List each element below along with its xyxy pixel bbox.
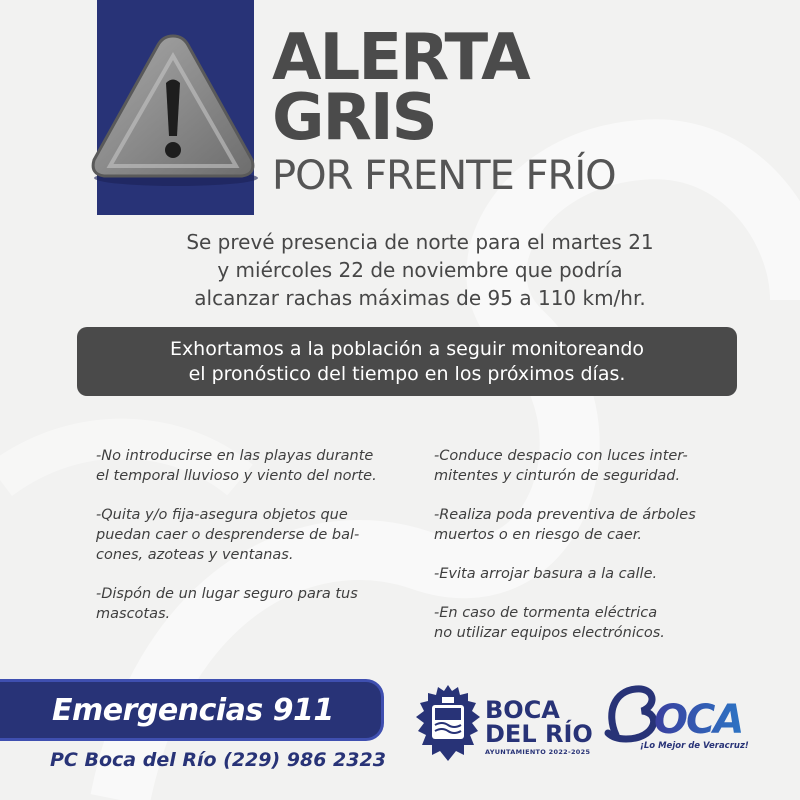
- intro-line-1: Se prevé presencia de norte para el martes 21: [186, 230, 654, 254]
- tip-item: -No introducirse en las playas durante el temporal lluvioso y viento del norte.: [96, 448, 377, 484]
- tip-item: -Realiza poda preventiva de árboles muertos o en riesgo de caer.: [434, 507, 696, 543]
- intro-line-3: alcanzar rachas máximas de 95 a 110 km/hr.: [194, 286, 646, 310]
- ayuntamiento-line-2: DEL RÍO: [485, 720, 593, 748]
- title-line-2: GRIS: [272, 81, 436, 155]
- pc-phone-line: PC Boca del Río (229) 986 2323: [50, 749, 386, 771]
- brand-slogan: ¡Lo Mejor de Veracruz!: [640, 741, 749, 751]
- title-line-1: ALERTA: [272, 21, 529, 95]
- tips-right-column: [434, 446, 754, 662]
- tip-item: -Quita y/o fija-asegura objetos que puedan caer o desprenderse de bal- cones, azoteas y ventanas.: [96, 507, 360, 563]
- alert-title: [272, 21, 616, 199]
- emergency-banner: [0, 679, 384, 741]
- warning-triangle-icon: [88, 28, 258, 188]
- exhort-line-2: el pronóstico del tiempo en los próximos días.: [188, 363, 626, 385]
- tip-item: -Conduce despacio con luces inter- mitentes y cinturón de seguridad.: [434, 448, 688, 484]
- exhort-banner: [77, 327, 737, 396]
- tips-left-column: [96, 446, 406, 643]
- tip-item: -Evita arrojar basura a la calle.: [434, 566, 658, 582]
- intro-text: [150, 228, 690, 312]
- intro-line-2: y miércoles 22 de noviembre que podría: [217, 258, 623, 282]
- ayuntamiento-wordmark: [485, 698, 593, 756]
- tip-item: -En caso de tormenta eléctrica no utilizar equipos electrónicos.: [434, 605, 665, 641]
- ayuntamiento-line-3: AYUNTAMIENTO 2022-2025: [485, 748, 591, 756]
- title-line-3: POR FRENTE FRÍO: [272, 153, 616, 199]
- emergency-label: Emergencias 911: [52, 693, 334, 728]
- municipal-shield-icon: [412, 683, 484, 763]
- tip-item: -Dispón de un lugar seguro para tus mascotas.: [96, 586, 358, 622]
- svg-text:OCA: OCA: [654, 697, 743, 743]
- exhort-line-1: Exhortamos a la población a seguir monitoreando: [169, 338, 645, 360]
- ayuntamiento-line-1: BOCA: [485, 696, 560, 724]
- boca-brand-logo: [596, 683, 766, 743]
